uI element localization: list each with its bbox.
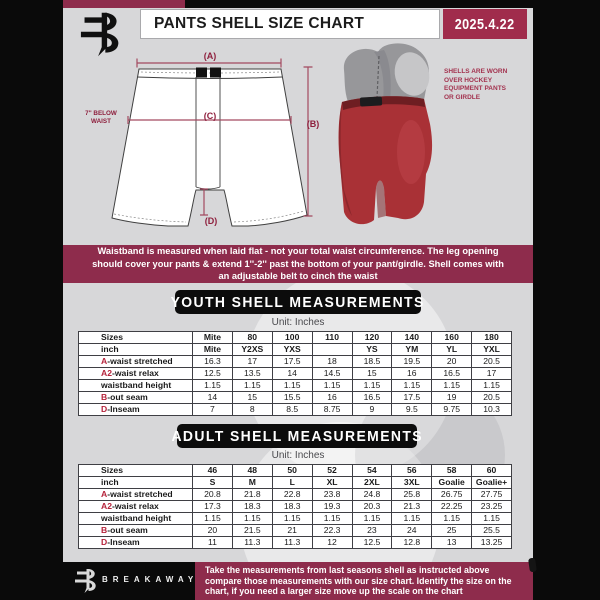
- waist-note: 7'' BELOW WAIST: [85, 110, 117, 125]
- measurement-cell: YS: [352, 344, 392, 356]
- row-label: A2-waist relax: [79, 501, 193, 513]
- adult-unit-label: Unit: Inches: [271, 450, 325, 461]
- date-badge: [443, 9, 527, 39]
- table-row: [79, 537, 512, 549]
- measurement-cell: 15.5: [272, 392, 312, 404]
- row-label: A-waist stretched: [79, 489, 193, 501]
- row-label-prefix: D: [101, 404, 108, 415]
- measurement-cell: 1.15: [272, 513, 312, 525]
- measurement-cell: 20: [432, 356, 472, 368]
- date-text: 2025.4.22: [455, 15, 515, 33]
- measurement-cell: 17.3: [193, 501, 233, 513]
- measurement-cell: 15: [352, 368, 392, 380]
- row-label: A2-waist relax: [79, 368, 193, 380]
- measurement-cell: 22.3: [312, 525, 352, 537]
- measurement-cell: 16.5: [432, 368, 472, 380]
- measurement-cell: 120: [352, 332, 392, 344]
- measurement-cell: Goalie: [432, 477, 472, 489]
- brand-name: BREAKAWAY: [102, 575, 199, 584]
- row-label: B-out seam: [79, 525, 193, 537]
- measurement-cell: 11.3: [272, 537, 312, 549]
- measurement-cell: Goalie+: [472, 477, 512, 489]
- row-label-prefix: A2: [101, 368, 112, 379]
- measurement-cell: 21: [272, 525, 312, 537]
- page-title: PANTS SHELL SIZE CHART: [154, 15, 365, 32]
- table-row: [79, 525, 512, 537]
- measurement-cell: 18: [312, 356, 352, 368]
- measurement-cell: 18.5: [352, 356, 392, 368]
- measurement-cell: 25.8: [392, 489, 432, 501]
- table-row: [79, 465, 512, 477]
- measurement-cell: 20: [193, 525, 233, 537]
- measurement-cell: 21.5: [232, 525, 272, 537]
- measurement-cell: 20.5: [472, 392, 512, 404]
- measurement-cell: 1.15: [272, 380, 312, 392]
- youth-section-header: [170, 290, 426, 314]
- table-row: [79, 332, 512, 344]
- measurement-cell: YM: [392, 344, 432, 356]
- table-row: [79, 356, 512, 368]
- measurement-cell: M: [232, 477, 272, 489]
- dim-label-c: (C): [203, 111, 217, 121]
- measurement-cell: XL: [312, 477, 352, 489]
- measurement-cell: 100: [272, 332, 312, 344]
- measurement-cell: 9.75: [432, 404, 472, 416]
- photo-caption: SHELLS ARE WORN OVER HOCKEY EQUIPMENT PANTS OR GIRDLE: [444, 68, 508, 101]
- measurement-cell: 14: [272, 368, 312, 380]
- measurement-cell: 20.8: [193, 489, 233, 501]
- breakaway-b-logo-icon: [79, 11, 119, 58]
- measurement-cell: 140: [392, 332, 432, 344]
- measurement-cell: 18.3: [232, 501, 272, 513]
- measurement-cell: 22.25: [432, 501, 472, 513]
- measurement-cell: 1.15: [352, 513, 392, 525]
- measurement-cell: 1.15: [472, 513, 512, 525]
- measurement-cell: 23.25: [472, 501, 512, 513]
- measurement-cell: 24.8: [352, 489, 392, 501]
- pants-measurement-diagram: [100, 50, 320, 235]
- measurement-cell: 13.25: [472, 537, 512, 549]
- measurement-cell: 9: [352, 404, 392, 416]
- measurement-cell: 25: [432, 525, 472, 537]
- measurement-cell: 11: [193, 537, 233, 549]
- measurement-cell: 11.3: [232, 537, 272, 549]
- measurement-cell: 12: [312, 537, 352, 549]
- row-label: inch: [79, 477, 193, 489]
- measurement-cell: 26.75: [432, 489, 472, 501]
- row-label: D-Inseam: [79, 404, 193, 416]
- adult-measurements-table: [78, 464, 512, 549]
- measurement-cell: 2XL: [352, 477, 392, 489]
- breakaway-b-logo-icon: [74, 568, 96, 594]
- youth-heading: YOUTH SHELL MEASUREMENTS: [170, 293, 426, 311]
- measurement-cell: 1.15: [193, 513, 233, 525]
- measurement-cell: 80: [232, 332, 272, 344]
- row-label-prefix: B: [101, 525, 108, 536]
- table-row: [79, 368, 512, 380]
- measurement-cell: 21.3: [392, 501, 432, 513]
- measurement-cell: L: [272, 477, 312, 489]
- measurement-cell: 15: [232, 392, 272, 404]
- measurement-cell: 12.8: [392, 537, 432, 549]
- left-black-margin: [0, 0, 63, 600]
- measurement-cell: 17: [472, 368, 512, 380]
- info-banner: [63, 245, 533, 283]
- measurement-cell: 16: [312, 392, 352, 404]
- measurement-cell: 1.15: [193, 380, 233, 392]
- footer-note-text: Take the measurements from last seasons shell as instructed above compare those measurements with our size chart. Identify the size on the chart, if you need a larger size move up the scale on the chart: [205, 565, 512, 597]
- measurement-cell: 21.8: [232, 489, 272, 501]
- measurement-cell: 25.5: [472, 525, 512, 537]
- measurement-cell: 1.15: [232, 513, 272, 525]
- measurement-cell: 10.3: [472, 404, 512, 416]
- measurement-cell: YL: [432, 344, 472, 356]
- table-row: [79, 477, 512, 489]
- row-label-prefix: D: [101, 537, 108, 548]
- dim-label-d: (D): [204, 216, 218, 226]
- measurement-cell: 16: [392, 368, 432, 380]
- row-label: D-Inseam: [79, 537, 193, 549]
- measurement-cell: 1.15: [392, 380, 432, 392]
- adult-section-header: [171, 424, 423, 448]
- measurement-cell: 160: [432, 332, 472, 344]
- dim-label-b: (B): [306, 119, 320, 129]
- measurement-cell: 14: [193, 392, 233, 404]
- youth-unit-label: Unit: Inches: [271, 317, 325, 328]
- measurement-cell: 50: [272, 465, 312, 477]
- measurement-cell: 1.15: [432, 380, 472, 392]
- measurement-cell: 17.5: [272, 356, 312, 368]
- measurement-cell: 52: [312, 465, 352, 477]
- footer-note: [195, 562, 533, 600]
- row-label: Sizes: [79, 465, 193, 477]
- measurement-cell: 12.5: [352, 537, 392, 549]
- row-label: inch: [79, 344, 193, 356]
- measurement-cell: 8.75: [312, 404, 352, 416]
- measurement-cell: Mite: [193, 332, 233, 344]
- measurement-cell: 48: [232, 465, 272, 477]
- measurement-cell: 7: [193, 404, 233, 416]
- row-label: A-waist stretched: [79, 356, 193, 368]
- measurement-cell: 1.15: [352, 380, 392, 392]
- measurement-cell: 1.15: [392, 513, 432, 525]
- measurement-cell: 54: [352, 465, 392, 477]
- measurement-cell: 20.3: [352, 501, 392, 513]
- youth-measurements-table: [78, 331, 512, 416]
- table-row: [79, 404, 512, 416]
- measurement-cell: 20.5: [472, 356, 512, 368]
- measurement-cell: Y2XS: [232, 344, 272, 356]
- table-row: [79, 392, 512, 404]
- row-label: B-out seam: [79, 392, 193, 404]
- measurement-cell: 27.75: [472, 489, 512, 501]
- info-banner-text: Waistband is measured when laid flat - not your total waist circumference. The leg opening should cover your pants & extend 1''-2'' past the bottom of your pant/girdle. Shell comes with an adjustable belt to cinch the waist: [92, 246, 504, 282]
- row-label: waistband height: [79, 513, 193, 525]
- adult-heading: ADULT SHELL MEASUREMENTS: [171, 427, 423, 445]
- measurement-cell: 18.3: [272, 501, 312, 513]
- measurement-cell: 23.8: [312, 489, 352, 501]
- table-row: [79, 344, 512, 356]
- row-label: Sizes: [79, 332, 193, 344]
- measurement-cell: 19.3: [312, 501, 352, 513]
- row-label-prefix: A2: [101, 501, 112, 512]
- right-black-margin: [533, 0, 600, 600]
- measurement-cell: YXL: [472, 344, 512, 356]
- measurement-cell: 1.15: [232, 380, 272, 392]
- table-row: [79, 501, 512, 513]
- measurement-cell: 23: [352, 525, 392, 537]
- measurement-cell: 22.8: [272, 489, 312, 501]
- measurement-cell: 8: [232, 404, 272, 416]
- measurement-cell: [312, 344, 352, 356]
- measurement-cell: 17.5: [392, 392, 432, 404]
- measurement-cell: 16.5: [352, 392, 392, 404]
- measurement-cell: Mite: [193, 344, 233, 356]
- top-maroon-strip: [63, 0, 185, 8]
- measurement-cell: 1.15: [472, 380, 512, 392]
- table-row: [79, 489, 512, 501]
- title-box: [140, 9, 440, 39]
- table-row: [79, 513, 512, 525]
- measurement-cell: 180: [472, 332, 512, 344]
- measurement-cell: 19: [432, 392, 472, 404]
- row-label-prefix: B: [101, 392, 108, 403]
- measurement-cell: 3XL: [392, 477, 432, 489]
- measurement-cell: 14.5: [312, 368, 352, 380]
- measurement-cell: 8.5: [272, 404, 312, 416]
- measurement-cell: 13: [432, 537, 472, 549]
- dim-label-a: (A): [203, 51, 217, 61]
- measurement-cell: 1.15: [432, 513, 472, 525]
- row-label: waistband height: [79, 380, 193, 392]
- measurement-cell: 46: [193, 465, 233, 477]
- measurement-cell: 110: [312, 332, 352, 344]
- shell-photo: [332, 40, 458, 232]
- measurement-cell: 17: [232, 356, 272, 368]
- measurement-cell: 24: [392, 525, 432, 537]
- measurement-cell: 56: [392, 465, 432, 477]
- row-label-prefix: A: [101, 356, 108, 367]
- measurement-cell: 16.3: [193, 356, 233, 368]
- measurement-cell: YXS: [272, 344, 312, 356]
- measurement-cell: 19.5: [392, 356, 432, 368]
- measurement-cell: 1.15: [312, 380, 352, 392]
- measurement-cell: 9.5: [392, 404, 432, 416]
- measurement-cell: 1.15: [312, 513, 352, 525]
- row-label-prefix: A: [101, 489, 108, 500]
- table-row: [79, 380, 512, 392]
- measurement-cell: 60: [472, 465, 512, 477]
- measurement-cell: 13.5: [232, 368, 272, 380]
- measurement-cell: S: [193, 477, 233, 489]
- measurement-cell: 12.5: [193, 368, 233, 380]
- measurement-cell: 58: [432, 465, 472, 477]
